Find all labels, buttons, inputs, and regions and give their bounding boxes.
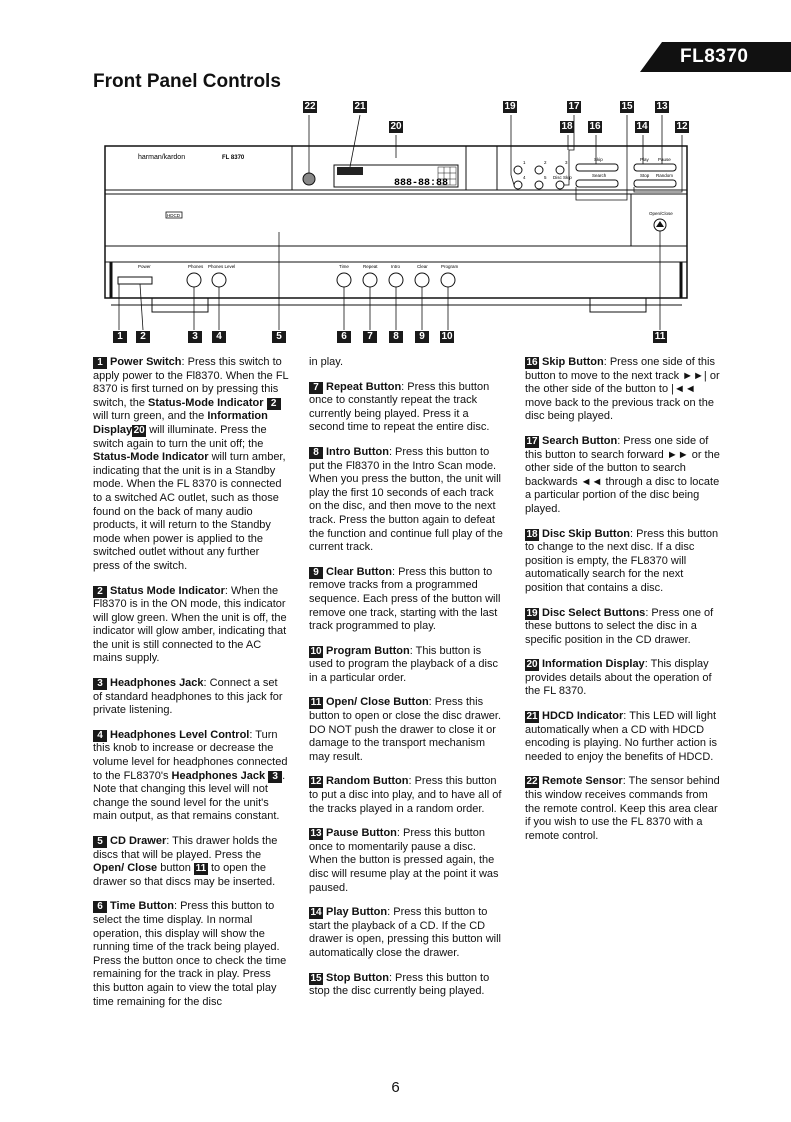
callout-18: 18 bbox=[561, 121, 573, 132]
item-number-badge: 18 bbox=[526, 528, 538, 540]
search-label: Search bbox=[592, 173, 607, 178]
repeat-button bbox=[363, 273, 377, 287]
item-number-badge: 4 bbox=[93, 730, 107, 742]
description-text: button bbox=[157, 862, 194, 875]
description-text: : When the Fl8370 is in the ON mode, this indicator will glow green. When the unit is off, the indicator will glow amber, indicating that the unit is still connected to the AC mains supply. bbox=[93, 584, 287, 665]
inline-reference-badge: 2 bbox=[267, 398, 281, 410]
item-title: Remote Sensor bbox=[542, 775, 623, 788]
description-6-continued: in play. bbox=[309, 356, 344, 368]
description-20 bbox=[525, 658, 721, 699]
disc-number-label: 3 bbox=[565, 160, 568, 165]
description-14 bbox=[309, 906, 505, 960]
description-7 bbox=[309, 381, 505, 435]
callout-4: 4 bbox=[212, 331, 226, 343]
text-column-2 bbox=[309, 356, 505, 1010]
callout-17: 17 bbox=[568, 101, 580, 112]
callout-2: 2 bbox=[136, 331, 150, 343]
description-text: : This display provides details about the operation of the FL 8370. bbox=[525, 658, 712, 698]
item-number-badge: 1 bbox=[93, 357, 107, 369]
item-title: HDCD Indicator bbox=[542, 710, 624, 723]
inline-reference-badge: 20 bbox=[133, 424, 145, 436]
description-10 bbox=[309, 645, 505, 686]
description-text: : Press one of these buttons to select the disc in a specific position in the CD drawer. bbox=[525, 606, 714, 646]
callout-5: 5 bbox=[272, 331, 286, 343]
play-pause-rocker bbox=[634, 164, 676, 171]
disc-select-button-1 bbox=[514, 166, 522, 174]
callout-3: 3 bbox=[188, 331, 202, 343]
description-13 bbox=[309, 827, 505, 895]
description-text: or the other side of the button to bbox=[525, 369, 720, 396]
description-2 bbox=[93, 585, 289, 667]
text-column-1 bbox=[93, 356, 289, 1020]
description-4 bbox=[93, 729, 289, 824]
program-button bbox=[441, 273, 455, 287]
description-text: through a disc to locate a particular portion of the disc being played. bbox=[525, 475, 720, 515]
description-3 bbox=[93, 677, 289, 718]
skip-label: Skip bbox=[594, 157, 603, 162]
description-text: or the other side of the button to search backwards bbox=[525, 448, 720, 488]
description-text: : Press this switch to apply power to the Fl8370. When the FL 8370 is first turned on by pressing this switch, the bbox=[93, 356, 289, 409]
description-text: to open the drawer so that discs may be inserted. bbox=[93, 862, 276, 888]
description-text: ►► bbox=[666, 448, 689, 461]
bold-reference: Headphones Jack bbox=[171, 769, 266, 782]
description-text: : Press this button to select the time display. In normal operation, this display will show the running time of the track being played. Press the button once to check the time remaining for the track in play. Press this button again to view the total play time remaining for the disc bbox=[93, 900, 287, 1008]
description-text: : Press this button once to momentarily pause a disc. When the button is pressed again, the disc will resume play at the point it was paused. bbox=[309, 827, 499, 894]
description-8 bbox=[309, 446, 505, 555]
item-title: Power Switch bbox=[110, 356, 182, 368]
phones-level-label: Phones Level bbox=[208, 264, 236, 269]
bold-reference: Information Display bbox=[93, 410, 268, 436]
description-5 bbox=[93, 835, 289, 889]
callout-8: 8 bbox=[389, 331, 403, 343]
disc-select-button-3 bbox=[556, 166, 564, 174]
description-18 bbox=[525, 528, 721, 596]
brand-text: harman/kardon bbox=[138, 154, 186, 161]
intro-button bbox=[389, 273, 403, 287]
description-1 bbox=[93, 356, 289, 574]
description-text: : Press this button to put a disc into play, and to have all of the tracks played in a random order. bbox=[309, 775, 502, 815]
item-title: Clear Button bbox=[326, 565, 392, 578]
description-22 bbox=[525, 775, 721, 843]
description-11 bbox=[309, 696, 505, 764]
item-title: Stop Button bbox=[326, 971, 389, 984]
disc-skip-button bbox=[556, 181, 564, 189]
page-title: Front Panel Controls bbox=[93, 71, 281, 92]
disc-select-button-5 bbox=[535, 181, 543, 189]
callout-11: 11 bbox=[654, 331, 666, 342]
description-9 bbox=[309, 566, 505, 634]
item-title: Headphones Level Control bbox=[110, 728, 250, 741]
item-title: Program Button bbox=[326, 644, 410, 657]
item-title: Time Button bbox=[110, 900, 174, 913]
inline-reference-badge: 3 bbox=[268, 771, 282, 783]
item-number-badge: 10 bbox=[310, 645, 322, 657]
item-title: Intro Button bbox=[326, 445, 389, 458]
callout-14: 14 bbox=[636, 121, 648, 132]
page-number: 6 bbox=[391, 1079, 400, 1096]
bold-reference: Open/ Close bbox=[93, 862, 158, 875]
description-15 bbox=[309, 972, 505, 999]
description-17 bbox=[525, 435, 721, 517]
disc-skip-label: Disc Skip bbox=[553, 175, 572, 180]
callout-19: 19 bbox=[504, 101, 516, 112]
description-text: : Turn this knob to increase or decrease the volume level for headphones connected to the FL8370's bbox=[93, 728, 288, 782]
callout-16: 16 bbox=[589, 121, 601, 132]
time-button bbox=[337, 273, 351, 287]
open-close-label: Open/Close bbox=[649, 211, 673, 216]
item-number-badge: 21 bbox=[526, 711, 538, 723]
inline-reference-badge: 11 bbox=[195, 863, 207, 875]
description-text: : Press this button to start the playback of a CD. If the CD drawer is open, pressing this button will automatically close the drawer. bbox=[309, 906, 501, 959]
item-number-badge: 13 bbox=[310, 828, 322, 840]
description-text: : Press this button to change to the next disc. If a disc position is empty, the FL8370 will automatically search for the next position that contains a disc. bbox=[525, 527, 719, 594]
description-text: : Press one side of this button to search forward bbox=[525, 434, 709, 461]
hdcd-logo: HDCD bbox=[167, 213, 180, 218]
item-title: Open/ Close Button bbox=[326, 696, 429, 709]
text-column-3 bbox=[525, 356, 721, 854]
item-number-badge: 22 bbox=[526, 776, 538, 788]
description-text: |◄◄ bbox=[671, 383, 696, 396]
display-digits: 888-88:88 bbox=[394, 178, 449, 189]
callout-21: 21 bbox=[354, 101, 366, 112]
front-panel-diagram bbox=[0, 0, 791, 360]
description-text: will illuminate. Press the switch again to turn the unit off; the bbox=[93, 423, 267, 450]
callout-13: 13 bbox=[656, 101, 668, 112]
callout-1: 1 bbox=[113, 331, 127, 343]
item-title: Disc Skip Button bbox=[542, 527, 631, 540]
item-title: Status Mode Indicator bbox=[110, 584, 225, 597]
description-12 bbox=[309, 775, 505, 816]
description-21 bbox=[525, 710, 721, 764]
description-text: : Press one side of this button to move to the next track bbox=[525, 356, 715, 382]
stop-label: Stop bbox=[640, 173, 650, 178]
hdcd-indicator bbox=[337, 167, 363, 175]
description-text: ◄◄ bbox=[580, 475, 603, 488]
item-title: Random Button bbox=[326, 775, 409, 788]
item-number-badge: 8 bbox=[309, 447, 323, 459]
item-number-badge: 11 bbox=[310, 697, 322, 709]
item-number-badge: 5 bbox=[93, 836, 107, 848]
item-number-badge: 16 bbox=[526, 357, 538, 368]
phones-label: Phones bbox=[188, 264, 204, 269]
model-label: FL8370 bbox=[680, 46, 749, 67]
disc-number-label: 1 bbox=[523, 160, 526, 165]
item-title: Play Button bbox=[326, 906, 388, 919]
item-title: Repeat Button bbox=[326, 380, 402, 393]
bold-reference: Status-Mode Indicator bbox=[148, 396, 264, 409]
item-number-badge: 17 bbox=[526, 435, 538, 447]
headphones-level-knob bbox=[212, 273, 226, 287]
item-number-badge: 6 bbox=[93, 901, 107, 913]
description-text: ►►| bbox=[682, 369, 707, 382]
item-number-badge: 14 bbox=[310, 907, 322, 919]
item-number-badge: 12 bbox=[310, 776, 322, 788]
callout-15: 15 bbox=[621, 101, 633, 112]
callout-12: 12 bbox=[676, 121, 688, 132]
item-number-badge: 20 bbox=[526, 659, 538, 671]
item-number-badge: 15 bbox=[310, 972, 322, 984]
time-label: Time bbox=[339, 264, 349, 269]
power-switch bbox=[118, 277, 152, 284]
repeat-label: Repeat bbox=[363, 264, 378, 269]
item-title: Headphones Jack bbox=[110, 677, 204, 690]
headphones-jack bbox=[187, 273, 201, 287]
item-title: CD Drawer bbox=[110, 835, 167, 847]
description-text: : Press this button to stop the disc currently being played. bbox=[309, 971, 490, 998]
clear-label: Clear bbox=[417, 264, 428, 269]
description-text: : Press this button to put the Fl8370 in the Intro Scan mode. When you press the button, the unit will play the first 10 seconds of each track on the disc, and then move to the next track. Press the button again to defeat the function and continue full play of the current track. bbox=[309, 445, 503, 554]
callout-6: 6 bbox=[337, 331, 351, 343]
brand-model-text: FL 8370 bbox=[222, 155, 245, 161]
item-title: Skip Button bbox=[542, 356, 604, 368]
clear-button bbox=[415, 273, 429, 287]
disc-number-label: 5 bbox=[544, 175, 547, 180]
program-label: Program bbox=[441, 264, 459, 269]
remote-sensor-window bbox=[303, 173, 315, 185]
description-text: : Press this button once to constantly repeat the track currently being played. Press it a second time to repeat the entire disc. bbox=[309, 380, 490, 434]
skip-rocker bbox=[576, 164, 618, 171]
power-label: Power bbox=[138, 264, 151, 269]
item-number-badge: 2 bbox=[93, 586, 107, 598]
random-label: Random bbox=[656, 173, 674, 178]
item-number-badge: 3 bbox=[93, 678, 107, 690]
disc-select-button-2 bbox=[535, 166, 543, 174]
description-text: : This drawer holds the discs that will be played. Press the bbox=[93, 835, 278, 861]
description-text: : Press this button to open or close the disc drawer. DO NOT push the drawer to close it or damage to the transport mechanism may result. bbox=[309, 696, 502, 763]
description-text: : This LED will light automatically when a CD with HDCD encoding is playing. No further action is needed to enjoy the benefits of HDCD. bbox=[525, 710, 717, 763]
description-text: : Press this button to remove tracks from a programmed sequence. Each press of the button will remove one track, starting with the last track programmed to play. bbox=[309, 565, 501, 633]
pause-label: Pause bbox=[658, 157, 671, 162]
item-title: Disc Select Buttons bbox=[542, 606, 646, 619]
description-text: will turn green, and the bbox=[93, 410, 208, 423]
item-title: Search Button bbox=[542, 434, 618, 447]
callout-22: 22 bbox=[304, 101, 316, 112]
play-label: Play bbox=[640, 157, 649, 162]
callout-10: 10 bbox=[441, 331, 453, 342]
callout-7: 7 bbox=[363, 331, 377, 343]
disc-select-button-4 bbox=[514, 181, 522, 189]
intro-label: Intro bbox=[391, 264, 401, 269]
description-text: will turn amber, indicating that the unit is in a Standby mode. When the FL 8370 is connected to a switched AC outlet, such as those found on the back of many audio products, it will return to the Standby mode when power is applied to the switched outlet without any further press of the switch. bbox=[93, 451, 286, 572]
item-title: Pause Button bbox=[326, 827, 397, 840]
description-16 bbox=[525, 356, 721, 424]
description-text: : Connect a set of standard headphones to this jack for private listening. bbox=[93, 677, 283, 717]
item-number-badge: 19 bbox=[526, 607, 538, 619]
description-6 bbox=[93, 900, 289, 1009]
item-number-badge: 7 bbox=[309, 382, 323, 394]
description-text: move back to the previous track on the disc being played. bbox=[525, 396, 714, 423]
description-text: : The sensor behind this window receives commands from the remote control. Keep this area clear if you wish to use the FL 8370 with a remote control. bbox=[525, 775, 720, 842]
item-number-badge: 9 bbox=[309, 567, 323, 579]
description-text: : This button is used to program the playback of a disc in a particular order. bbox=[309, 644, 498, 684]
search-rocker bbox=[576, 180, 618, 187]
item-title: Information Display bbox=[542, 658, 645, 671]
description-19 bbox=[525, 607, 721, 648]
callout-9: 9 bbox=[415, 331, 429, 343]
disc-number-label: 2 bbox=[544, 160, 547, 165]
disc-number-label: 4 bbox=[523, 175, 526, 180]
callout-20: 20 bbox=[390, 121, 402, 132]
description-text: . Note that changing this level will not change the sound level for the unit's main output, as that remains constant. bbox=[93, 769, 286, 823]
bold-reference: Status-Mode Indicator bbox=[93, 451, 209, 464]
stop-random-rocker bbox=[634, 180, 676, 187]
